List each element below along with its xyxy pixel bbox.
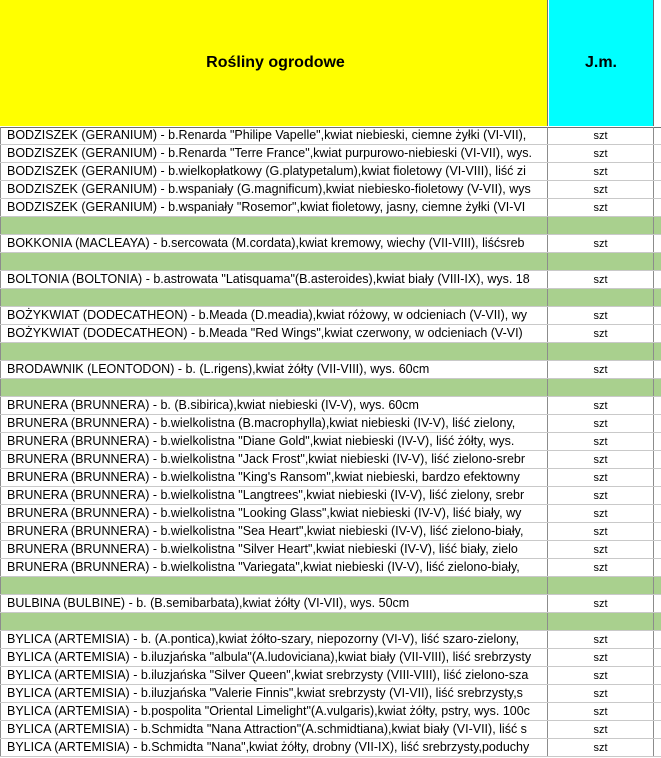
table-row <box>0 415 661 433</box>
table-row <box>0 163 661 181</box>
unit-cell[interactable]: szt <box>548 199 654 216</box>
table-row <box>0 199 661 217</box>
table-row <box>0 271 661 289</box>
separator-row <box>0 253 661 271</box>
extra-cell[interactable] <box>654 451 661 468</box>
unit-cell[interactable]: szt <box>548 145 654 162</box>
extra-cell[interactable] <box>654 703 661 720</box>
plant-name-cell[interactable] <box>0 577 548 594</box>
table-row <box>0 127 661 145</box>
extra-cell[interactable] <box>654 181 661 198</box>
extra-cell[interactable] <box>654 523 661 540</box>
unit-cell[interactable]: szt <box>548 163 654 180</box>
table-row <box>0 685 661 703</box>
plant-name-cell[interactable]: BRUNERA (BRUNNERA) - b.wielkolistna "King's Ransom",kwiat niebieski, bardzo efektowny <box>0 469 548 486</box>
plant-name-cell[interactable]: BYLICA (ARTEMISIA) - b.iluzjańska "Valerie Finnis",kwiat srebrzysty (VI-VII), liść srebrzysty,s <box>0 685 548 702</box>
plant-name-cell[interactable]: BODZISZEK (GERANIUM) - b.wspaniały "Rosemor",kwiat fioletowy, jasny, ciemne żyłki (VI-VI <box>0 199 548 216</box>
unit-cell[interactable]: szt <box>548 307 654 324</box>
table-row <box>0 487 661 505</box>
plant-name-cell[interactable] <box>0 343 548 360</box>
unit-cell[interactable]: szt <box>548 397 654 414</box>
extra-cell[interactable] <box>654 469 661 486</box>
extra-cell[interactable] <box>654 397 661 414</box>
separator-row <box>0 343 661 361</box>
plant-name-cell[interactable]: BOŻYKWIAT (DODECATHEON) - b.Meada "Red Wings",kwiat czerwony, w odcieniach (V-VI) <box>0 325 548 342</box>
table-row <box>0 469 661 487</box>
table-row <box>0 433 661 451</box>
extra-cell[interactable] <box>654 631 661 648</box>
plant-name-cell[interactable]: BRUNERA (BRUNNERA) - b.wielkolistna "Sea Heart",kwiat niebieski (IV-V), liść zielono-biały, <box>0 523 548 540</box>
plant-name-cell[interactable]: BYLICA (ARTEMISIA) - b.Schmidta "Nana",kwiat żółty, drobny (VII-IX), liść srebrzysty,poduchy <box>0 739 548 756</box>
extra-cell[interactable] <box>654 145 661 162</box>
unit-cell[interactable]: szt <box>548 703 654 720</box>
unit-cell[interactable]: szt <box>548 433 654 450</box>
plant-name-cell[interactable]: BODZISZEK (GERANIUM) - b.Renarda "Terre France",kwiat purpurowo-niebieski (VI-VII), wys. <box>0 145 548 162</box>
unit-cell[interactable]: szt <box>548 721 654 738</box>
unit-cell[interactable] <box>548 217 654 234</box>
table-row <box>0 235 661 253</box>
extra-cell[interactable] <box>654 685 661 702</box>
plant-name-cell[interactable]: BODZISZEK (GERANIUM) - b.Renarda "Philipe Vapelle",kwiat niebieski, ciemne żyłki (VI-VII), <box>0 127 548 144</box>
table-row <box>0 397 661 415</box>
unit-cell[interactable] <box>548 379 654 396</box>
separator-row <box>0 379 661 397</box>
table-row <box>0 541 661 559</box>
table-row <box>0 523 661 541</box>
extra-cell[interactable] <box>654 667 661 684</box>
unit-cell[interactable]: szt <box>548 271 654 288</box>
separator-row <box>0 289 661 307</box>
extra-cell[interactable] <box>654 559 661 576</box>
table-row <box>0 703 661 721</box>
extra-cell[interactable] <box>654 271 661 288</box>
extra-cell[interactable] <box>654 217 661 234</box>
table-header <box>0 0 661 128</box>
unit-cell[interactable]: szt <box>548 235 654 252</box>
extra-cell[interactable] <box>654 235 661 252</box>
table-body <box>0 127 661 757</box>
extra-cell[interactable] <box>654 649 661 666</box>
plant-name-cell[interactable] <box>0 253 548 270</box>
plant-name-cell[interactable]: BULBINA (BULBINE) - b. (B.semibarbata),kwiat żółty (VI-VII), wys. 50cm <box>0 595 548 612</box>
plant-name-cell[interactable] <box>0 217 548 234</box>
unit-cell[interactable] <box>548 343 654 360</box>
header-unit-cell[interactable]: J.m. <box>549 0 654 126</box>
unit-cell[interactable]: szt <box>548 685 654 702</box>
unit-cell[interactable]: szt <box>548 541 654 558</box>
plant-name-cell[interactable]: BRUNERA (BRUNNERA) - b.wielkolistna "Jack Frost",kwiat niebieski (IV-V), liść zielono-srebr <box>0 451 548 468</box>
unit-cell[interactable]: szt <box>548 325 654 342</box>
extra-cell[interactable] <box>654 721 661 738</box>
unit-cell[interactable]: szt <box>548 181 654 198</box>
table-row <box>0 505 661 523</box>
extra-cell[interactable] <box>654 307 661 324</box>
plant-name-cell[interactable]: BRUNERA (BRUNNERA) - b.wielkolistna "Langtrees",kwiat niebieski (IV-V), liść zielony, srebr <box>0 487 548 504</box>
extra-cell[interactable] <box>654 739 661 756</box>
header-title-cell[interactable]: Rośliny ogrodowe <box>0 0 548 126</box>
plant-name-cell[interactable]: BRUNERA (BRUNNERA) - b.wielkolistna (B.macrophylla),kwiat niebieski (IV-V), liść zielony, <box>0 415 548 432</box>
table-row <box>0 361 661 379</box>
plant-name-cell[interactable]: BRUNERA (BRUNNERA) - b.wielkolistna "Looking Glass",kwiat niebieski (IV-V), liść biały, wy <box>0 505 548 522</box>
unit-cell[interactable]: szt <box>548 469 654 486</box>
extra-cell[interactable] <box>654 127 661 144</box>
extra-cell[interactable] <box>654 487 661 504</box>
unit-cell[interactable]: szt <box>548 415 654 432</box>
plant-name-cell[interactable] <box>0 613 548 630</box>
table-row <box>0 595 661 613</box>
table-row <box>0 145 661 163</box>
plant-name-cell[interactable]: BRUNERA (BRUNNERA) - b. (B.sibirica),kwiat niebieski (IV-V), wys. 60cm <box>0 397 548 414</box>
separator-row <box>0 217 661 235</box>
extra-cell[interactable] <box>654 415 661 432</box>
table-row <box>0 325 661 343</box>
extra-cell[interactable] <box>654 379 661 396</box>
separator-row <box>0 577 661 595</box>
unit-cell[interactable] <box>548 253 654 270</box>
unit-cell[interactable]: szt <box>548 505 654 522</box>
unit-cell[interactable]: szt <box>548 487 654 504</box>
extra-cell[interactable] <box>654 289 661 306</box>
table-row <box>0 559 661 577</box>
plant-name-cell[interactable]: BYLICA (ARTEMISIA) - b.iluzjańska "Silver Queen",kwiat srebrzysty (VIII-VIII), liść zielono-sza <box>0 667 548 684</box>
unit-cell[interactable] <box>548 577 654 594</box>
extra-cell[interactable] <box>654 433 661 450</box>
table-row <box>0 181 661 199</box>
plant-name-cell[interactable] <box>0 379 548 396</box>
plant-name-cell[interactable]: BYLICA (ARTEMISIA) - b. (A.pontica),kwiat żółto-szary, niepozorny (VI-V), liść szaro-zielony, <box>0 631 548 648</box>
plant-name-cell[interactable]: BYLICA (ARTEMISIA) - b.iluzjańska "albula"(A.ludoviciana),kwiat biały (VII-VIII), liść srebrzysty <box>0 649 548 666</box>
plant-name-cell[interactable]: BOŻYKWIAT (DODECATHEON) - b.Meada (D.meadia),kwiat różowy, w odcieniach (V-VII), wy <box>0 307 548 324</box>
extra-cell[interactable] <box>654 361 661 378</box>
header-extra-cell[interactable] <box>655 0 661 126</box>
separator-row <box>0 613 661 631</box>
extra-cell[interactable] <box>654 505 661 522</box>
extra-cell[interactable] <box>654 595 661 612</box>
plant-name-cell[interactable]: BOKKONIA (MACLEAYA) - b.sercowata (M.cordata),kwiat kremowy, wiechy (VII-VIII), liśćsreb <box>0 235 548 252</box>
table-row <box>0 631 661 649</box>
plant-name-cell[interactable]: BRODAWNIK (LEONTODON) - b. (L.rigens),kwiat żółty (VII-VIII), wys. 60cm <box>0 361 548 378</box>
extra-cell[interactable] <box>654 325 661 342</box>
unit-cell[interactable]: szt <box>548 559 654 576</box>
unit-cell[interactable]: szt <box>548 127 654 144</box>
unit-cell[interactable]: szt <box>548 361 654 378</box>
unit-cell[interactable]: szt <box>548 649 654 666</box>
table-row <box>0 667 661 685</box>
table-row <box>0 649 661 667</box>
plant-name-cell[interactable]: BRUNERA (BRUNNERA) - b.wielkolistna "Diane Gold",kwiat niebieski (IV-V), liść żółty, wys. <box>0 433 548 450</box>
unit-cell[interactable]: szt <box>548 631 654 648</box>
unit-cell[interactable]: szt <box>548 667 654 684</box>
extra-cell[interactable] <box>654 613 661 630</box>
plant-name-cell[interactable]: BODZISZEK (GERANIUM) - b.wspaniały (G.magnificum),kwiat niebiesko-fioletowy (V-VII), wys <box>0 181 548 198</box>
extra-cell[interactable] <box>654 199 661 216</box>
plant-name-cell[interactable]: BODZISZEK (GERANIUM) - b.wielkopłatkowy (G.platypetalum),kwiat fioletowy (VI-VIII), liść zi <box>0 163 548 180</box>
unit-cell[interactable]: szt <box>548 523 654 540</box>
unit-cell[interactable]: szt <box>548 739 654 756</box>
table-row <box>0 307 661 325</box>
table-row <box>0 721 661 739</box>
extra-cell[interactable] <box>654 541 661 558</box>
table-row <box>0 451 661 469</box>
unit-cell[interactable]: szt <box>548 595 654 612</box>
extra-cell[interactable] <box>654 577 661 594</box>
extra-cell[interactable] <box>654 343 661 360</box>
plant-name-cell[interactable]: BYLICA (ARTEMISIA) - b.Schmidta "Nana Attraction"(A.schmidtiana),kwiat biały (VI-VII), liść s <box>0 721 548 738</box>
plant-name-cell[interactable]: BOLTONIA (BOLTONIA) - b.astrowata "Latisquama"(B.asteroides),kwiat biały (VIII-IX), wys. 18 <box>0 271 548 288</box>
plant-name-cell[interactable]: BYLICA (ARTEMISIA) - b.pospolita "Oriental Limelight"(A.vulgaris),kwiat żółty, pstry, wys. 100c <box>0 703 548 720</box>
plant-name-cell[interactable] <box>0 289 548 306</box>
table-row <box>0 739 661 757</box>
extra-cell[interactable] <box>654 163 661 180</box>
extra-cell[interactable] <box>654 253 661 270</box>
unit-cell[interactable]: szt <box>548 451 654 468</box>
unit-cell[interactable] <box>548 289 654 306</box>
plant-name-cell[interactable]: BRUNERA (BRUNNERA) - b.wielkolistna "Silver Heart",kwiat niebieski (IV-V), liść biały, zielo <box>0 541 548 558</box>
plant-name-cell[interactable]: BRUNERA (BRUNNERA) - b.wielkolistna "Variegata",kwiat niebieski (IV-V), liść zielono-biały, <box>0 559 548 576</box>
unit-cell[interactable] <box>548 613 654 630</box>
